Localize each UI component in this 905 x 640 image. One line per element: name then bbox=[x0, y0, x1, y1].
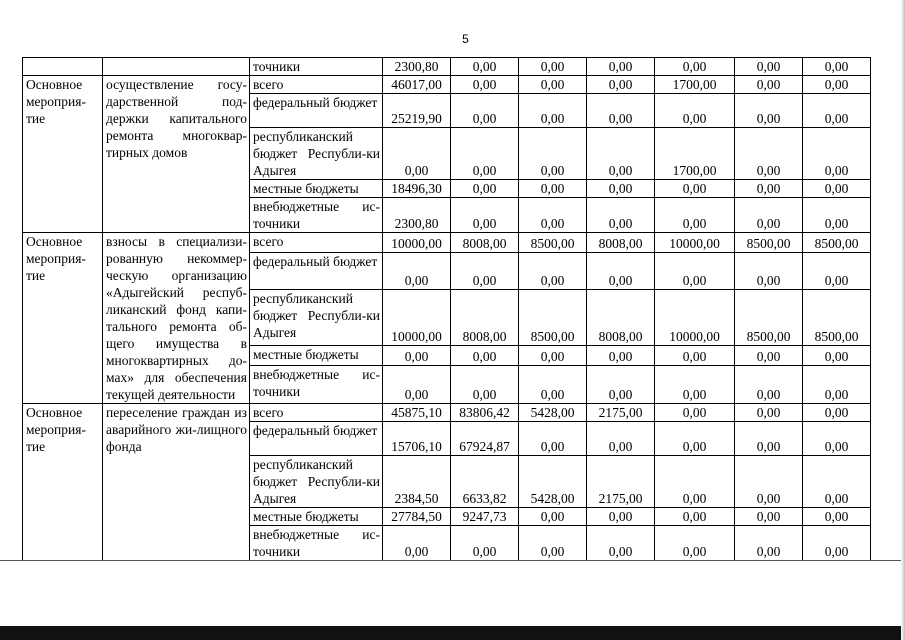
amount-cell: 0,00 bbox=[451, 180, 519, 198]
amount-cell: 0,00 bbox=[735, 526, 803, 561]
funding-source-cell: местные бюджеты bbox=[250, 346, 383, 366]
amount-cell: 0,00 bbox=[803, 58, 871, 76]
amount-cell: 0,00 bbox=[655, 346, 735, 366]
funding-source-cell: внебюджетные ис-точники bbox=[250, 365, 383, 403]
amount-cell: 0,00 bbox=[519, 198, 587, 233]
amount-cell: 0,00 bbox=[587, 526, 655, 561]
amount-cell: 0,00 bbox=[587, 94, 655, 128]
amount-cell: 0,00 bbox=[803, 198, 871, 233]
amount-cell: 0,00 bbox=[735, 365, 803, 403]
page-number: 5 bbox=[462, 32, 469, 46]
funding-source-cell: всего bbox=[250, 76, 383, 94]
amount-cell: 9247,73 bbox=[451, 508, 519, 526]
amount-cell: 8008,00 bbox=[451, 289, 519, 346]
amount-cell: 27784,50 bbox=[383, 508, 451, 526]
amount-cell: 0,00 bbox=[587, 58, 655, 76]
amount-cell: 0,00 bbox=[803, 404, 871, 422]
amount-cell: 10000,00 bbox=[655, 233, 735, 253]
budget-table bbox=[22, 57, 871, 561]
amount-cell: 0,00 bbox=[519, 94, 587, 128]
amount-cell: 0,00 bbox=[735, 198, 803, 233]
amount-cell: 0,00 bbox=[655, 508, 735, 526]
amount-cell: 8500,00 bbox=[803, 289, 871, 346]
amount-cell: 0,00 bbox=[655, 198, 735, 233]
activity-description-cell: взносы в специализи-рованную некоммер-ческую организацию «Адыгейский респуб-ликанский фонд капи-тального ремонта об-щего имущества в многоквартирных до-мах» для обеспечения текущей деятельности bbox=[103, 233, 250, 404]
amount-cell: 8500,00 bbox=[735, 233, 803, 253]
amount-cell: 0,00 bbox=[451, 526, 519, 561]
amount-cell: 0,00 bbox=[803, 365, 871, 403]
amount-cell: 0,00 bbox=[383, 252, 451, 289]
amount-cell: 0,00 bbox=[587, 365, 655, 403]
amount-cell: 8500,00 bbox=[735, 289, 803, 346]
amount-cell: 0,00 bbox=[519, 365, 587, 403]
amount-cell: 0,00 bbox=[803, 94, 871, 128]
amount-cell: 0,00 bbox=[735, 76, 803, 94]
activity-kind-cell: Основное мероприя-тие bbox=[23, 404, 103, 561]
amount-cell: 0,00 bbox=[451, 94, 519, 128]
amount-cell: 2175,00 bbox=[587, 456, 655, 508]
amount-cell: 8500,00 bbox=[803, 233, 871, 253]
funding-source-cell: федеральный бюджет bbox=[250, 422, 383, 456]
amount-cell: 0,00 bbox=[451, 58, 519, 76]
amount-cell: 10000,00 bbox=[383, 233, 451, 253]
amount-cell: 0,00 bbox=[655, 456, 735, 508]
amount-cell: 0,00 bbox=[587, 422, 655, 456]
amount-cell: 5428,00 bbox=[519, 404, 587, 422]
amount-cell: 0,00 bbox=[451, 76, 519, 94]
amount-cell: 0,00 bbox=[587, 128, 655, 180]
amount-cell: 0,00 bbox=[519, 422, 587, 456]
funding-source-cell: местные бюджеты bbox=[250, 508, 383, 526]
activity-description-cell: переселение граждан из аварийного жи-лищного фонда bbox=[103, 404, 250, 561]
scan-artifact-line bbox=[0, 560, 905, 561]
activity-kind-cell: Основное мероприя-тие bbox=[23, 233, 103, 404]
amount-cell: 8500,00 bbox=[519, 233, 587, 253]
amount-cell: 2175,00 bbox=[587, 404, 655, 422]
amount-cell: 0,00 bbox=[519, 128, 587, 180]
amount-cell: 0,00 bbox=[803, 508, 871, 526]
amount-cell: 0,00 bbox=[735, 422, 803, 456]
table-row bbox=[23, 58, 871, 76]
amount-cell: 0,00 bbox=[803, 346, 871, 366]
funding-source-cell: всего bbox=[250, 404, 383, 422]
amount-cell: 0,00 bbox=[451, 128, 519, 180]
amount-cell: 0,00 bbox=[587, 508, 655, 526]
amount-cell: 0,00 bbox=[519, 508, 587, 526]
amount-cell: 0,00 bbox=[655, 365, 735, 403]
amount-cell: 0,00 bbox=[735, 404, 803, 422]
amount-cell: 0,00 bbox=[803, 252, 871, 289]
amount-cell: 0,00 bbox=[803, 76, 871, 94]
amount-cell: 83806,42 bbox=[451, 404, 519, 422]
amount-cell: 0,00 bbox=[451, 252, 519, 289]
activity-kind-cell bbox=[23, 58, 103, 76]
amount-cell: 0,00 bbox=[735, 128, 803, 180]
activity-description-cell: осуществление госу-дарственной под-держки капитального ремонта многоквар-тирных домов bbox=[103, 76, 250, 233]
amount-cell: 0,00 bbox=[451, 198, 519, 233]
amount-cell: 67924,87 bbox=[451, 422, 519, 456]
amount-cell: 0,00 bbox=[587, 76, 655, 94]
funding-source-cell: местные бюджеты bbox=[250, 180, 383, 198]
funding-source-cell: точники bbox=[250, 58, 383, 76]
funding-source-cell: внебюджетные ис-точники bbox=[250, 526, 383, 561]
funding-source-cell: федеральный бюджет bbox=[250, 94, 383, 128]
amount-cell: 0,00 bbox=[735, 252, 803, 289]
amount-cell: 5428,00 bbox=[519, 456, 587, 508]
amount-cell: 0,00 bbox=[803, 422, 871, 456]
amount-cell: 0,00 bbox=[383, 346, 451, 366]
amount-cell: 0,00 bbox=[587, 252, 655, 289]
amount-cell: 1700,00 bbox=[655, 76, 735, 94]
amount-cell: 0,00 bbox=[735, 180, 803, 198]
amount-cell: 0,00 bbox=[803, 526, 871, 561]
amount-cell: 45875,10 bbox=[383, 404, 451, 422]
activity-description-cell bbox=[103, 58, 250, 76]
scan-edge-shadow bbox=[901, 0, 905, 640]
amount-cell: 8500,00 bbox=[519, 289, 587, 346]
amount-cell: 2300,80 bbox=[383, 198, 451, 233]
amount-cell: 0,00 bbox=[735, 94, 803, 128]
amount-cell: 0,00 bbox=[383, 526, 451, 561]
amount-cell: 10000,00 bbox=[383, 289, 451, 346]
amount-cell: 0,00 bbox=[383, 365, 451, 403]
amount-cell: 0,00 bbox=[655, 252, 735, 289]
amount-cell: 0,00 bbox=[655, 422, 735, 456]
amount-cell: 25219,90 bbox=[383, 94, 451, 128]
funding-source-cell: республиканский бюджет Республи-ки Адыгея bbox=[250, 456, 383, 508]
amount-cell: 1700,00 bbox=[655, 128, 735, 180]
funding-source-cell: внебюджетные ис-точники bbox=[250, 198, 383, 233]
amount-cell: 0,00 bbox=[587, 180, 655, 198]
amount-cell: 0,00 bbox=[519, 76, 587, 94]
amount-cell: 18496,30 bbox=[383, 180, 451, 198]
amount-cell: 0,00 bbox=[383, 128, 451, 180]
table-row bbox=[23, 404, 871, 422]
amount-cell: 0,00 bbox=[735, 58, 803, 76]
amount-cell: 0,00 bbox=[655, 526, 735, 561]
table-row bbox=[23, 76, 871, 94]
budget-table-body bbox=[23, 58, 871, 561]
amount-cell: 0,00 bbox=[451, 346, 519, 366]
amount-cell: 8008,00 bbox=[587, 289, 655, 346]
amount-cell: 0,00 bbox=[655, 94, 735, 128]
amount-cell: 6633,82 bbox=[451, 456, 519, 508]
amount-cell: 0,00 bbox=[735, 346, 803, 366]
amount-cell: 8008,00 bbox=[587, 233, 655, 253]
amount-cell: 0,00 bbox=[451, 365, 519, 403]
amount-cell: 0,00 bbox=[735, 456, 803, 508]
amount-cell: 0,00 bbox=[587, 198, 655, 233]
scan-bottom-band bbox=[0, 626, 905, 640]
amount-cell: 0,00 bbox=[519, 346, 587, 366]
amount-cell: 0,00 bbox=[655, 58, 735, 76]
amount-cell: 0,00 bbox=[519, 252, 587, 289]
amount-cell: 10000,00 bbox=[655, 289, 735, 346]
activity-kind-cell: Основное мероприя-тие bbox=[23, 76, 103, 233]
amount-cell: 0,00 bbox=[655, 404, 735, 422]
amount-cell: 0,00 bbox=[519, 526, 587, 561]
amount-cell: 15706,10 bbox=[383, 422, 451, 456]
funding-source-cell: федеральный бюджет bbox=[250, 252, 383, 289]
amount-cell: 0,00 bbox=[519, 58, 587, 76]
amount-cell: 8008,00 bbox=[451, 233, 519, 253]
amount-cell: 2384,50 bbox=[383, 456, 451, 508]
amount-cell: 0,00 bbox=[735, 508, 803, 526]
amount-cell: 0,00 bbox=[587, 346, 655, 366]
amount-cell: 0,00 bbox=[655, 180, 735, 198]
amount-cell: 0,00 bbox=[519, 180, 587, 198]
funding-source-cell: всего bbox=[250, 233, 383, 253]
table-row bbox=[23, 233, 871, 253]
funding-source-cell: республиканский бюджет Республи-ки Адыгея bbox=[250, 289, 383, 346]
funding-source-cell: республиканский бюджет Республи-ки Адыгея bbox=[250, 128, 383, 180]
amount-cell: 46017,00 bbox=[383, 76, 451, 94]
amount-cell: 0,00 bbox=[803, 180, 871, 198]
amount-cell: 2300,80 bbox=[383, 58, 451, 76]
amount-cell: 0,00 bbox=[803, 456, 871, 508]
amount-cell: 0,00 bbox=[803, 128, 871, 180]
